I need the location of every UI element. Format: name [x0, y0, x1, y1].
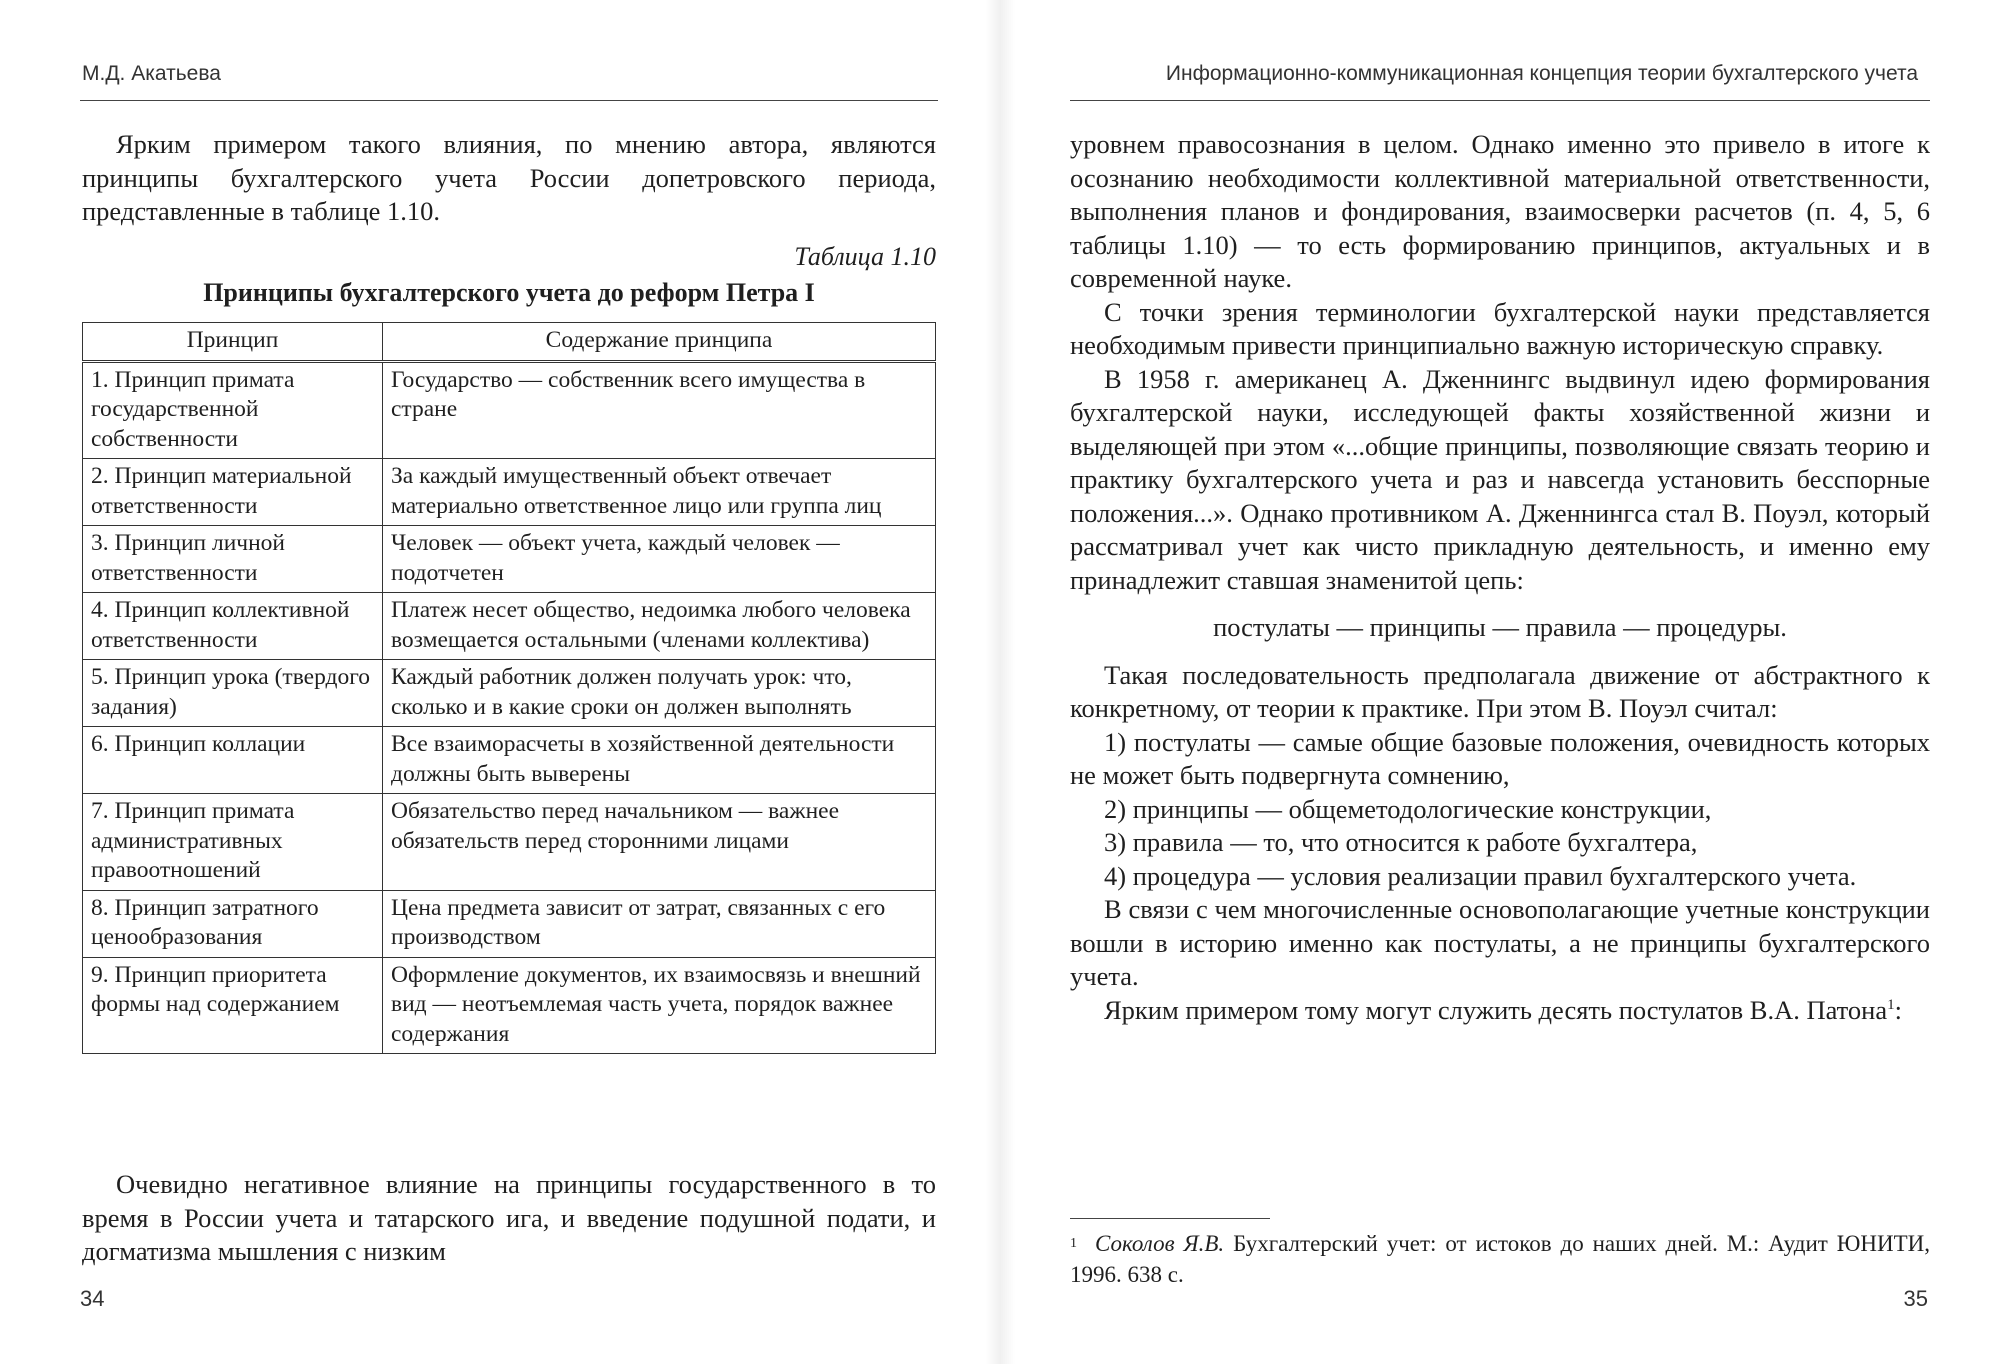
left-header-rule — [80, 100, 938, 101]
closing-paragraph: Очевидно негативное влияние на принципы государственного в то время в России учета и татарского ига, и введение подушной подати, и догматизма мышления с низким — [82, 1169, 936, 1266]
list-item: 3) правила — то, что относится к работе бухгалтера, — [1104, 827, 1698, 857]
right-running-head: Информационно-коммуникационная концепция теории бухгалтерского учета — [1165, 62, 1918, 85]
list-item: 1) постулаты — самые общие базовые положения, очевидность которых не может быть подвергнута сомнению, — [1070, 726, 1930, 790]
paragraph: С точки зрения терминологии бухгалтерской науки представляется необходимым привести принципиально важную историческую справку. — [1070, 296, 1930, 360]
intro-paragraph: Ярким примером такого влияния, по мнению автора, являются принципы бухгалтерского учета России допетровского периода, представленные в таблице 1.10. — [82, 129, 936, 226]
left-page-number: 34 — [80, 1286, 105, 1311]
table-row — [83, 459, 936, 526]
table-header-row — [83, 323, 936, 362]
right-header-rule — [1070, 100, 1930, 101]
footnote — [1070, 1228, 1930, 1290]
right-page-number: 35 — [1903, 1286, 1928, 1311]
table-header-content: Содержание принципа — [383, 323, 936, 362]
table-row — [83, 794, 936, 891]
paragraph: уровнем правосознания в целом. Однако именно это привело в итоге к осознанию необходимости коллективной материальной ответственности, выполнения планов и фондирования, взаимосверки расчетов (п. 4, 5, 6 таблицы 1.10) — то есть формированию принципов, актуальных и в современной науке. — [1070, 129, 1930, 293]
table-caption: Таблица 1.10 — [794, 242, 936, 271]
principle-cell: 8. Принцип затратного ценообразования — [83, 890, 383, 957]
content-cell: Каждый работник должен получать урок: что, сколько и в какие сроки он должен выполнять — [383, 660, 936, 727]
content-cell: Платеж несет общество, недоимка любого человека возмещается остальными (членами коллектива) — [383, 593, 936, 660]
principle-cell: 3. Принцип личной ответственности — [83, 526, 383, 593]
footnote-author: Соколов Я.В. — [1095, 1231, 1225, 1256]
content-cell: Оформление документов, их взаимосвязь и внешний вид — неотъемлемая часть учета, порядок важнее содержания — [383, 957, 936, 1054]
paragraph — [1070, 994, 1930, 1028]
paragraph: В связи с чем многочисленные основополагающие учетные конструкции вошли в историю именно как постулаты, а не принципы бухгалтерского учета. — [1070, 894, 1930, 991]
paragraph-text: Ярким примером тому могут служить десять постулатов В.А. Патона — [1104, 994, 1888, 1025]
table-row — [83, 890, 936, 957]
left-closing-text — [82, 1168, 936, 1269]
principles-table — [82, 322, 936, 1054]
table-row — [83, 727, 936, 794]
paragraph-end: : — [1894, 994, 1902, 1025]
left-intro-text — [82, 128, 936, 229]
left-running-head: М.Д. Акатьева — [82, 62, 221, 85]
paragraph: Такая последовательность предполагала движение от абстрактного к конкретному, от теории к практике. При этом В. Поуэл считал: — [1070, 659, 1930, 723]
table-row — [83, 660, 936, 727]
footnote-rule — [1070, 1218, 1270, 1219]
table-row — [83, 957, 936, 1054]
principle-cell: 4. Принцип коллективной ответственности — [83, 593, 383, 660]
content-cell: Обязательство перед начальником — важнее обязательств перед сторонними лицами — [383, 794, 936, 891]
table-title: Принципы бухгалтерского учета до реформ Петра I — [203, 278, 815, 307]
right-page — [1000, 0, 2000, 1364]
postulate-chain: постулаты — принципы — правила — процедуры. — [1213, 612, 1787, 642]
footnote-mark: 1 — [1070, 1236, 1077, 1251]
list-item: 2) принципы — общеметодологические конструкции, — [1104, 793, 1712, 824]
content-cell: За каждый имущественный объект отвечает материально ответственное лицо или группа лиц — [383, 459, 936, 526]
content-cell: Человек — объект учета, каждый человек — подотчетен — [383, 526, 936, 593]
paragraph: В 1958 г. американец А. Дженнингс выдвинул идею формирования бухгалтерской науки, исследующей факты хозяйственной жизни и выделяющей при этом «...общие принципы, позволяющие связать теорию и практику бухгалтерского учета и раз и навсегда установить бесспорные положения...». Однако противником А. Дженнингса стал В. Поуэл, который рассматривал учет как чисто прикладную деятельность, и именно ему принадлежит ставшая знаменитой цепь: — [1070, 363, 1930, 595]
table-row — [83, 526, 936, 593]
principle-cell: 1. Принцип примата государственной собственности — [83, 361, 383, 459]
content-cell: Государство — собственник всего имущества в стране — [383, 361, 936, 459]
table-header-principle: Принцип — [83, 323, 383, 362]
principle-cell: 5. Принцип урока (твердого задания) — [83, 660, 383, 727]
table-row — [83, 593, 936, 660]
principle-cell: 2. Принцип материальной ответственности — [83, 459, 383, 526]
content-cell: Все взаиморасчеты в хозяйственной деятельности должны быть выверены — [383, 727, 936, 794]
footnote-text: Бухгалтерский учет: от истоков до наших дней. М.: Аудит ЮНИТИ, 1996. 638 с. — [1070, 1231, 1930, 1287]
principle-cell: 9. Принцип приоритета формы над содержанием — [83, 957, 383, 1054]
right-body-text — [1070, 128, 1930, 1027]
content-cell: Цена предмета зависит от затрат, связанных с его производством — [383, 890, 936, 957]
table-row — [83, 361, 936, 459]
list-item: 4) процедура — условия реализации правил бухгалтерского учета. — [1104, 860, 1857, 891]
footnote-ref: 1 — [1887, 996, 1895, 1013]
principle-cell: 7. Принцип примата административных правоотношений — [83, 794, 383, 891]
principle-cell: 6. Принцип коллации — [83, 727, 383, 794]
